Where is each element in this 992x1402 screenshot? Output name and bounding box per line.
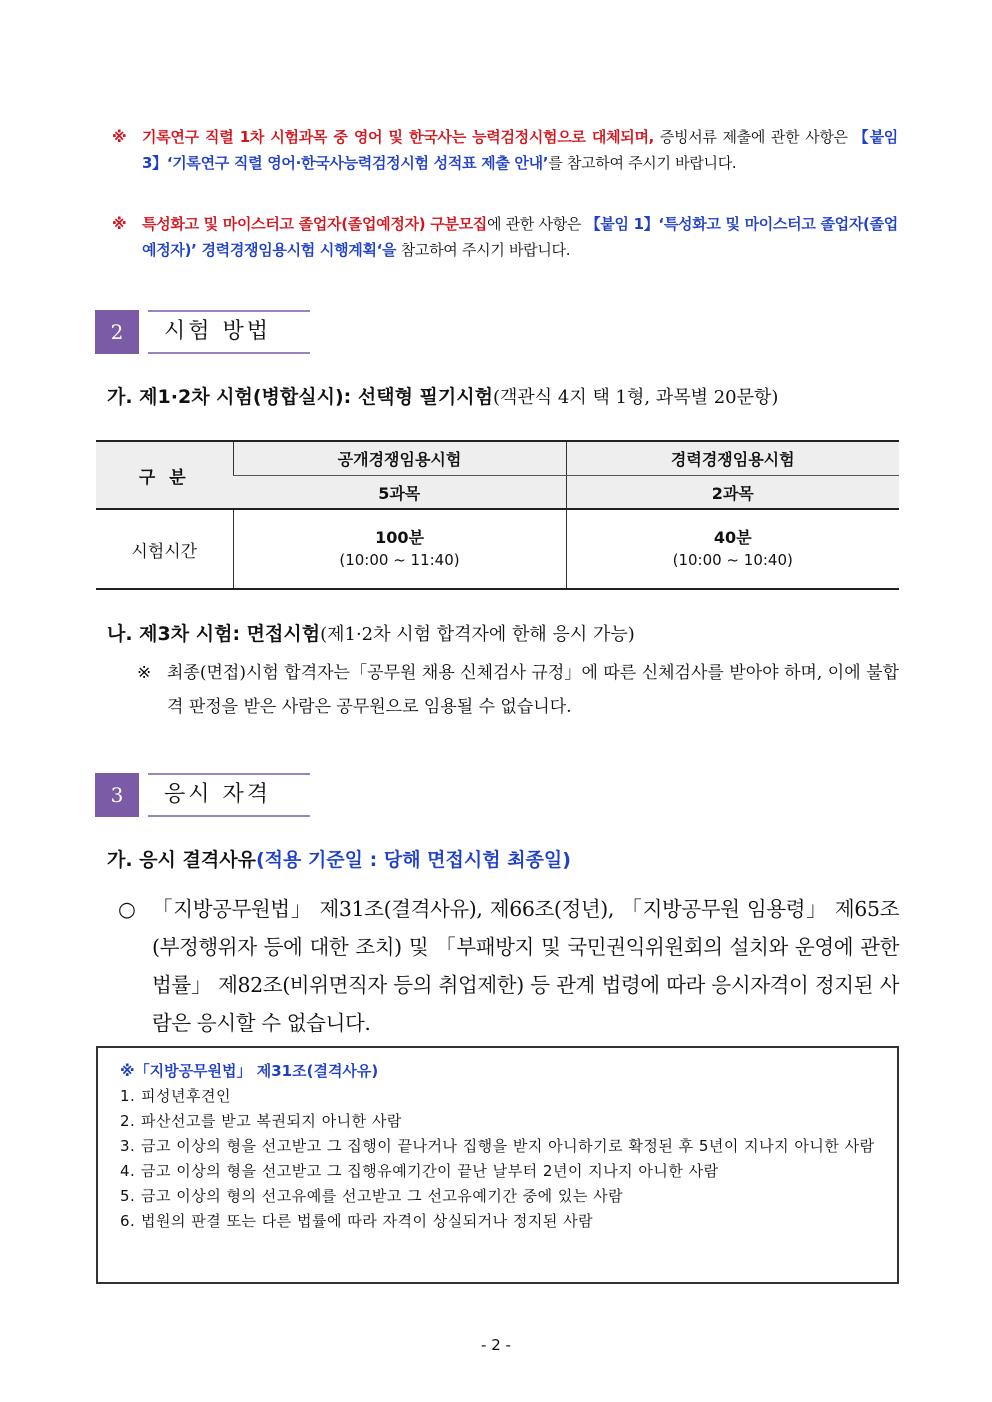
list-item-number: 2. — [120, 1112, 136, 1130]
table-cell-career-subjects: 2과목 — [566, 476, 899, 510]
note-highlight-red: 특성화고 및 마이스터고 졸업자(졸업예정자) 구분모집 — [142, 215, 487, 233]
subheading-detail: (제1·2차 시험 합격자에 한해 응시 가능) — [320, 624, 635, 645]
note-highlight-blue: 【붙임 1】‘특성화고 및 마이스터고 졸업자(졸업예정자)’ 경력경쟁임용시험 시행계획‘을 — [142, 215, 898, 259]
note-specialized-hs — [112, 211, 898, 263]
disqualification-box — [96, 1046, 899, 1284]
section-title: 응시 자격 — [148, 773, 310, 817]
note-highlight-red: 기록연구 직렬 1차 시험과목 중 영어 및 한국사는 능력검정시험으로 대체되며, — [142, 128, 655, 146]
note-mark: ※ — [112, 128, 127, 146]
subheading-reference-date: (적용 기준일 : 당해 면접시험 최종일) — [255, 849, 571, 871]
list-item — [120, 1184, 880, 1209]
disqualification-paragraph — [118, 890, 899, 1042]
list-item-text: 파산선고를 받고 복권되지 아니한 사람 — [141, 1112, 402, 1130]
career-time-range: (10:00 ~ 10:40) — [672, 551, 793, 569]
list-item-number: 4. — [120, 1162, 136, 1180]
note-highlight-blue: 【붙임 3】‘기록연구 직렬 영어·한국사능력검정시험 성적표 제출 안내’ — [142, 128, 898, 172]
subheading-interview — [107, 620, 635, 649]
subheading-disqualification — [107, 846, 571, 874]
list-item-number: 5. — [120, 1187, 136, 1205]
subheading-lead: 나. 제3차 시험: 면접시험 — [107, 623, 321, 645]
table-col-career-competition: 경력경쟁임용시험 — [566, 441, 899, 476]
note-mark: ※ — [137, 663, 152, 683]
subheading-lead: 가. 응시 결격사유 — [107, 849, 256, 871]
open-time-range: (10:00 ~ 11:40) — [339, 551, 460, 569]
page-number: - 2 - — [481, 1336, 511, 1354]
disqualification-list — [120, 1084, 880, 1234]
section-number: 2 — [95, 310, 139, 354]
note-mark: ※ — [112, 215, 127, 233]
exam-schedule-table — [96, 440, 899, 590]
table-category-header: 구 분 — [96, 441, 233, 509]
note-text: 증빙서류 제출에 관한 사항은 — [654, 128, 854, 146]
list-item — [120, 1209, 880, 1234]
paragraph-body: 「지방공무원법」 제31조(결격사유), 제66조(정년), 「지방공무원 임용령」 제65조(부정행위자 등에 대한 조치) 및 「부패방지 및 국민권익위원회의 설치와 운영에 관한 법률」 제82조(비위면직자 등의 취업제한) 등 관계 법령에 따라 응시자격이 정지된 사람은 응시할 수 없습니다. — [152, 897, 899, 1035]
list-item — [120, 1109, 880, 1134]
note-text: 에 관한 사항은 — [487, 215, 586, 233]
subheading-lead: 가. 제1·2차 시험(병합실시): 선택형 필기시험 — [107, 386, 493, 408]
bullet-circle: ○ — [118, 897, 136, 921]
list-item-text: 법원의 판결 또는 다른 법률에 따라 자격이 상실되거나 정지된 사람 — [141, 1212, 594, 1230]
list-item-text: 피성년후견인 — [141, 1087, 231, 1105]
interview-physical-exam-note — [137, 656, 899, 724]
table-row-label: 시험시간 — [96, 509, 233, 589]
note-text-end: 참고하여 주시기 바랍니다. — [396, 241, 571, 259]
list-item-text: 금고 이상의 형의 선고유예를 선고받고 그 선고유예기간 중에 있는 사람 — [141, 1187, 624, 1205]
list-item-text: 금고 이상의 형을 선고받고 그 집행이 끝나거나 집행을 받지 아니하기로 확정된 후 5년이 지나지 아니한 사람 — [141, 1137, 875, 1155]
career-time-duration: 40분 — [713, 528, 752, 547]
list-item — [120, 1159, 880, 1184]
table-cell-open-subjects: 5과목 — [233, 476, 566, 510]
note-body: 최종(면접)시험 합격자는「공무원 채용 신체검사 규정」에 따른 신체검사를 받아야 하며, 이에 불합격 판정을 받은 사람은 공무원으로 임용될 수 없습니다. — [167, 663, 899, 717]
note-records-research — [112, 124, 898, 176]
subheading-written-exam — [107, 383, 778, 412]
table-cell-open-time — [233, 509, 566, 589]
section-number: 3 — [95, 773, 139, 817]
table-header-row — [96, 441, 899, 476]
list-item — [120, 1084, 880, 1109]
list-item-number: 3. — [120, 1137, 136, 1155]
subheading-detail: (객관식 4지 택 1형, 과목별 20문항) — [492, 387, 779, 408]
list-item-number: 6. — [120, 1212, 136, 1230]
table-row-exam-time — [96, 509, 899, 589]
table-cell-career-time — [566, 509, 899, 589]
list-item-number: 1. — [120, 1087, 136, 1105]
note-text-end: 를 참고하여 주시기 바랍니다. — [548, 154, 737, 172]
box-title: ※「지방공무원법」 제31조(결격사유) — [120, 1062, 379, 1080]
list-item — [120, 1134, 880, 1159]
open-time-duration: 100분 — [375, 528, 424, 547]
section-title: 시험 방법 — [148, 310, 310, 354]
table-col-open-competition: 공개경쟁임용시험 — [233, 441, 566, 476]
list-item-text: 금고 이상의 형을 선고받고 그 집행유예기간이 끝난 날부터 2년이 지나지 아니한 사람 — [141, 1162, 719, 1180]
